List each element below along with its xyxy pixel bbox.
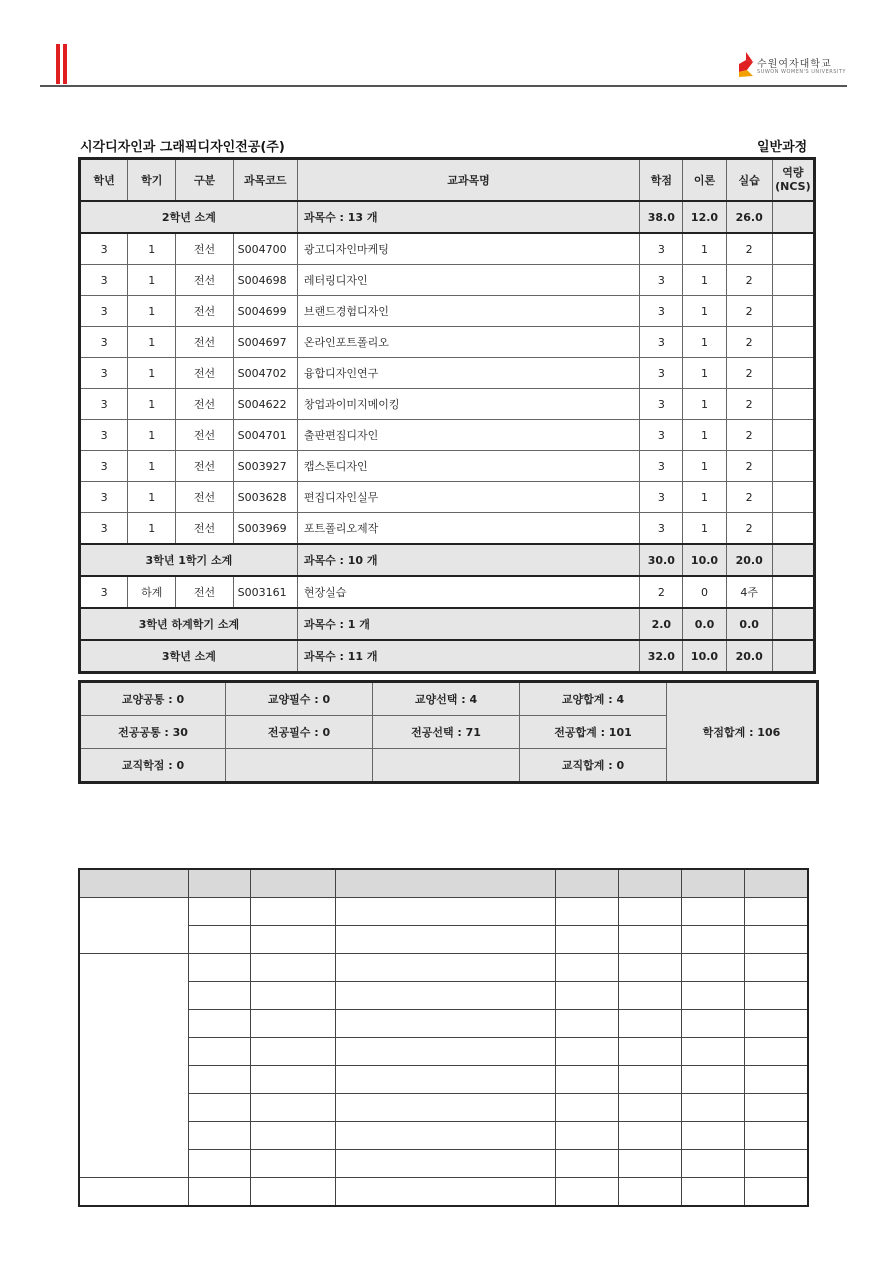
cell-type: 전선 [176, 358, 233, 389]
empty-grid-row [79, 1094, 808, 1122]
cell-code: S003927 [233, 451, 297, 482]
subtotal-row-summer [80, 608, 815, 640]
subtotal-ncs [772, 201, 814, 233]
cell-ncs [772, 358, 814, 389]
empty-grid-row [79, 926, 808, 954]
header-cell: 실습 [726, 159, 772, 202]
table-row [80, 265, 815, 296]
table-row [80, 513, 815, 545]
subtotal-row-year2 [80, 201, 815, 233]
cell-code: S004701 [233, 420, 297, 451]
cell-ncs [772, 482, 814, 513]
cell-course-name: 광고디자인마케팅 [297, 233, 639, 265]
header-cell: 역량 (NCS) [772, 159, 814, 202]
logo-korean-name: 수원여자대학교 [757, 59, 832, 70]
cell-semester: 1 [128, 513, 176, 545]
header-cell: 이론 [683, 159, 726, 202]
table-row [80, 296, 815, 327]
cell-ncs [772, 451, 814, 482]
cell-type: 전선 [176, 576, 233, 608]
subtotal-credit: 2.0 [640, 608, 683, 640]
summary-cell: 교양선택 : 4 [373, 682, 520, 716]
cell-course-name: 융합디자인연구 [297, 358, 639, 389]
subtotal-ncs [772, 608, 814, 640]
subtotal-row-sem1 [80, 544, 815, 576]
cell-semester: 1 [128, 265, 176, 296]
cell-year: 3 [80, 576, 128, 608]
cell-semester: 1 [128, 358, 176, 389]
cell-year: 3 [80, 420, 128, 451]
header-cell: 구분 [176, 159, 233, 202]
cell-year: 3 [80, 233, 128, 265]
subtotal-ncs [772, 544, 814, 576]
empty-grid-row [79, 982, 808, 1010]
header-cell: 과목코드 [233, 159, 297, 202]
table-row [80, 420, 815, 451]
credit-summary-table [78, 680, 819, 784]
cell-theory: 1 [683, 513, 726, 545]
subtotal-theory: 0.0 [683, 608, 726, 640]
cell-credit: 3 [640, 233, 683, 265]
cell-practice: 2 [726, 482, 772, 513]
cell-course-name: 브랜드경험디자인 [297, 296, 639, 327]
subtotal-row-year3 [80, 640, 815, 673]
table-row [80, 358, 815, 389]
summary-cell: 전공필수 : 0 [226, 716, 373, 749]
empty-grid-row [79, 1066, 808, 1094]
cell-year: 3 [80, 513, 128, 545]
subtotal-count: 과목수 : 1 개 [297, 608, 639, 640]
summary-cell: 교직학점 : 0 [80, 749, 226, 783]
cell-course-name: 창업과이미지메이킹 [297, 389, 639, 420]
program-type: 일반과정 [757, 140, 808, 155]
empty-grid-row [79, 954, 808, 982]
cell-credit: 3 [640, 389, 683, 420]
subtotal-practice: 20.0 [726, 640, 772, 673]
table-row [80, 327, 815, 358]
cell-ncs [772, 233, 814, 265]
cell-type: 전선 [176, 233, 233, 265]
header-rule [40, 85, 847, 87]
cell-code: S003161 [233, 576, 297, 608]
cell-credit: 3 [640, 482, 683, 513]
cell-type: 전선 [176, 327, 233, 358]
cell-practice: 2 [726, 296, 772, 327]
subtotal-practice: 26.0 [726, 201, 772, 233]
summary-cell: 교직합계 : 0 [520, 749, 667, 783]
cell-credit: 3 [640, 296, 683, 327]
table-row [80, 482, 815, 513]
subtotal-label: 3학년 소계 [80, 640, 298, 673]
university-logo [737, 52, 847, 82]
logo-flame-icon [737, 52, 755, 78]
cell-course-name: 포트폴리오제작 [297, 513, 639, 545]
cell-credit: 3 [640, 358, 683, 389]
empty-grid-row [79, 898, 808, 926]
cell-type: 전선 [176, 482, 233, 513]
cell-course-name: 편집디자인실무 [297, 482, 639, 513]
cell-theory: 1 [683, 296, 726, 327]
summary-cell: 전공합계 : 101 [520, 716, 667, 749]
red-mark-right [63, 44, 67, 84]
cell-theory: 1 [683, 482, 726, 513]
cell-code: S004700 [233, 233, 297, 265]
summary-cell [373, 749, 520, 783]
cell-theory: 1 [683, 358, 726, 389]
cell-credit: 3 [640, 513, 683, 545]
cell-course-name: 현장실습 [297, 576, 639, 608]
cell-code: S004702 [233, 358, 297, 389]
subtotal-label: 3학년 하계학기 소계 [80, 608, 298, 640]
cell-ncs [772, 265, 814, 296]
cell-practice: 2 [726, 389, 772, 420]
table-row [80, 451, 815, 482]
cell-semester: 1 [128, 420, 176, 451]
cell-theory: 1 [683, 233, 726, 265]
header-cell: 학년 [80, 159, 128, 202]
header-cell: 학점 [640, 159, 683, 202]
cell-year: 3 [80, 265, 128, 296]
department-title: 시각디자인과 그래픽디자인전공(주) [80, 140, 285, 155]
cell-year: 3 [80, 296, 128, 327]
cell-course-name: 온라인포트폴리오 [297, 327, 639, 358]
subtotal-count: 과목수 : 13 개 [297, 201, 639, 233]
subtotal-label: 3학년 1학기 소계 [80, 544, 298, 576]
table-row-summer [80, 576, 815, 608]
cell-course-name: 레터링디자인 [297, 265, 639, 296]
cell-ncs [772, 576, 814, 608]
subtotal-theory: 12.0 [683, 201, 726, 233]
cell-type: 전선 [176, 389, 233, 420]
cell-practice: 2 [726, 265, 772, 296]
cell-practice: 2 [726, 513, 772, 545]
cell-code: S003969 [233, 513, 297, 545]
cell-code: S004699 [233, 296, 297, 327]
cell-theory: 1 [683, 451, 726, 482]
cell-semester: 1 [128, 296, 176, 327]
cell-type: 전선 [176, 513, 233, 545]
cell-practice: 4주 [726, 576, 772, 608]
cell-theory: 1 [683, 265, 726, 296]
cell-practice: 2 [726, 451, 772, 482]
cell-year: 3 [80, 327, 128, 358]
empty-grid-row [79, 1038, 808, 1066]
summary-cell: 교양합계 : 4 [520, 682, 667, 716]
empty-grid-table [78, 868, 809, 1207]
cell-type: 전선 [176, 265, 233, 296]
subtotal-credit: 32.0 [640, 640, 683, 673]
subtotal-count: 과목수 : 11 개 [297, 640, 639, 673]
cell-year: 3 [80, 389, 128, 420]
cell-practice: 2 [726, 420, 772, 451]
cell-ncs [772, 296, 814, 327]
cell-type: 전선 [176, 296, 233, 327]
empty-grid-row [79, 1150, 808, 1178]
subtotal-count: 과목수 : 10 개 [297, 544, 639, 576]
cell-practice: 2 [726, 233, 772, 265]
summary-total: 학점합계 : 106 [667, 682, 818, 783]
cell-semester: 1 [128, 482, 176, 513]
summary-cell: 교양필수 : 0 [226, 682, 373, 716]
header-cell: 학기 [128, 159, 176, 202]
empty-grid-row [79, 1122, 808, 1150]
table-header-row [80, 159, 815, 202]
cell-semester: 1 [128, 327, 176, 358]
cell-theory: 1 [683, 389, 726, 420]
summary-cell: 교양공통 : 0 [80, 682, 226, 716]
cell-semester: 하계 [128, 576, 176, 608]
empty-grid-row [79, 1010, 808, 1038]
cell-code: S004698 [233, 265, 297, 296]
header-cell: 교과목명 [297, 159, 639, 202]
subtotal-ncs [772, 640, 814, 673]
cell-ncs [772, 513, 814, 545]
cell-course-name: 출판편집디자인 [297, 420, 639, 451]
summary-cell: 전공선택 : 71 [373, 716, 520, 749]
cell-ncs [772, 389, 814, 420]
cell-credit: 2 [640, 576, 683, 608]
cell-semester: 1 [128, 389, 176, 420]
semester1-rows [80, 233, 815, 544]
subtotal-practice: 0.0 [726, 608, 772, 640]
cell-code: S003628 [233, 482, 297, 513]
subtotal-practice: 20.0 [726, 544, 772, 576]
cell-ncs [772, 327, 814, 358]
summary-row [80, 682, 818, 716]
cell-credit: 3 [640, 451, 683, 482]
cell-semester: 1 [128, 451, 176, 482]
cell-semester: 1 [128, 233, 176, 265]
cell-credit: 3 [640, 327, 683, 358]
cell-year: 3 [80, 451, 128, 482]
cell-code: S004697 [233, 327, 297, 358]
cell-credit: 3 [640, 420, 683, 451]
cell-theory: 0 [683, 576, 726, 608]
cell-credit: 3 [640, 265, 683, 296]
subtotal-theory: 10.0 [683, 544, 726, 576]
table-row [80, 389, 815, 420]
cell-type: 전선 [176, 420, 233, 451]
empty-grid-row [79, 1178, 808, 1207]
cell-course-name: 캡스톤디자인 [297, 451, 639, 482]
cell-theory: 1 [683, 327, 726, 358]
empty-grid-header [79, 869, 808, 898]
red-mark-left [56, 44, 60, 84]
cell-ncs [772, 420, 814, 451]
subtotal-label: 2학년 소계 [80, 201, 298, 233]
cell-practice: 2 [726, 327, 772, 358]
cell-year: 3 [80, 482, 128, 513]
summary-cell: 전공공통 : 30 [80, 716, 226, 749]
curriculum-table [78, 157, 816, 674]
subtotal-credit: 38.0 [640, 201, 683, 233]
subtotal-credit: 30.0 [640, 544, 683, 576]
table-row [80, 233, 815, 265]
cell-type: 전선 [176, 451, 233, 482]
logo-english-name: SUWON WOMEN'S UNIVERSITY [757, 69, 846, 75]
cell-code: S004622 [233, 389, 297, 420]
cell-practice: 2 [726, 358, 772, 389]
summary-cell [226, 749, 373, 783]
cell-theory: 1 [683, 420, 726, 451]
cell-year: 3 [80, 358, 128, 389]
subtotal-theory: 10.0 [683, 640, 726, 673]
